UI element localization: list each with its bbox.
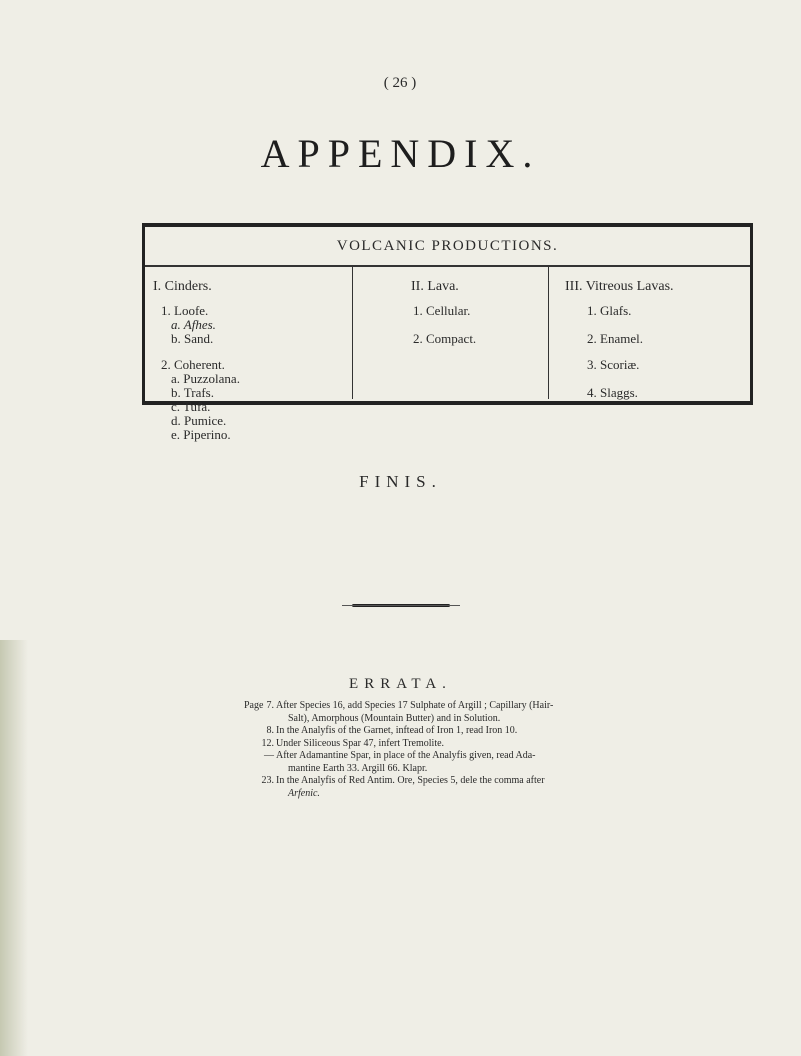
page-edge-stain	[0, 640, 28, 1056]
page-title: APPENDIX.	[260, 131, 541, 176]
finis-text: FINIS.	[359, 472, 442, 491]
column-cinders	[145, 267, 353, 442]
errata-page-number: —	[264, 750, 274, 761]
list-item: 1. Glafs.	[587, 303, 632, 318]
column-title: III. Vitreous Lavas.	[565, 279, 674, 294]
errata-page-number: 7.	[266, 700, 274, 711]
list-item: c. Tufa.	[171, 399, 211, 414]
ornamental-rule	[352, 604, 450, 607]
column-lava	[353, 267, 549, 399]
errata-page-number: 23.	[261, 775, 274, 786]
list-item: d. Pumice.	[171, 413, 227, 428]
errata-line-continued: mantine Earth 33. Argill 66. Klapr.	[288, 762, 428, 774]
errata-entry	[264, 750, 650, 775]
volcanic-productions-table	[142, 223, 753, 442]
column-vitreous-lavas	[549, 267, 750, 399]
list-item: 4. Slaggs.	[587, 385, 638, 400]
list-item: a. Afhes.	[171, 317, 216, 332]
errata-line: In the Analyfis of the Garnet, inftead of Iron 1, read Iron 10.	[276, 725, 518, 736]
page-label: Page	[244, 700, 264, 711]
list-item: 1. Cellular.	[413, 303, 471, 318]
errata-entry	[266, 725, 650, 738]
errata-page-number: 12.	[261, 737, 274, 749]
errata-line: After Adamantine Spar, in place of the Analyfis given, read Ada-	[276, 750, 536, 761]
list-item: 1. Loofe.	[161, 303, 209, 318]
errata-line: Under Siliceous Spar 47, infert Tremolite.	[276, 737, 445, 749]
table-heading: VOLCANIC PRODUCTIONS.	[145, 227, 750, 267]
list-item: 2. Enamel.	[587, 331, 643, 346]
errata-entry	[261, 737, 650, 751]
errata-list	[244, 700, 650, 800]
column-title: II. Lava.	[411, 279, 459, 294]
errata-entry	[261, 775, 650, 800]
errata-line-continued: Arfenic.	[288, 787, 320, 799]
list-item: 2. Coherent.	[161, 357, 225, 372]
errata-line-continued: Salt), Amorphous (Mountain Butter) and in Solution.	[288, 712, 501, 724]
errata-line: In the Analyfis of Red Antim. Ore, Species 5, dele the comma after	[276, 775, 545, 786]
list-item: b. Sand.	[171, 331, 214, 346]
errata-line: After Species 16, add Species 17 Sulphate of Argill ; Capillary (Hair-	[276, 700, 554, 711]
list-item: b. Trafs.	[171, 385, 214, 400]
errata-page-number: 8.	[266, 725, 274, 736]
column-title: I. Cinders.	[153, 279, 212, 294]
errata-title: ERRATA.	[349, 676, 452, 692]
list-item: a. Puzzolana.	[171, 371, 240, 386]
list-item: 3. Scoriæ.	[587, 357, 640, 372]
list-item: e. Piperino.	[171, 427, 231, 442]
page-number: ( 26 )	[383, 75, 417, 91]
errata-entry	[266, 700, 650, 725]
list-item: 2. Compact.	[413, 331, 477, 346]
